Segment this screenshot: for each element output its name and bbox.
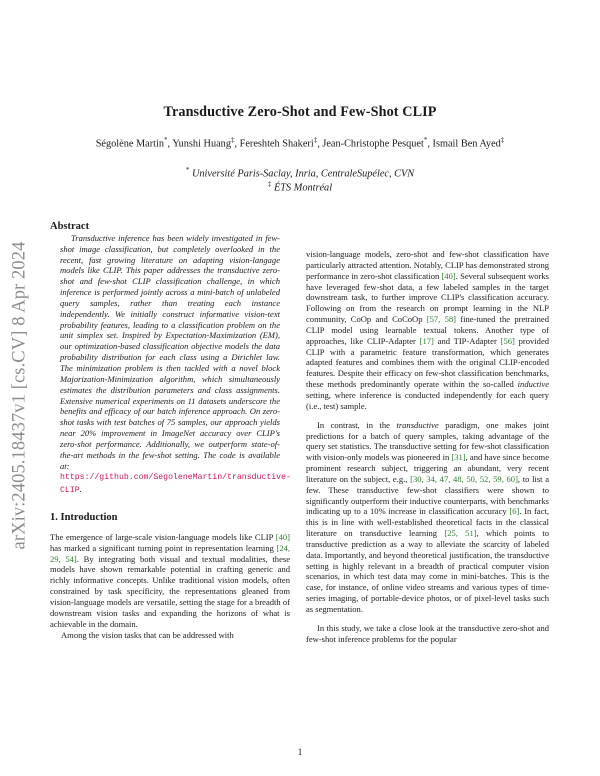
intro-paragraph: Among the vision tasks that can be addressed with: [61, 629, 234, 640]
abstract-text: Transductive inference has been widely investigated in few-shot image classification, but completely overlooked in the recent, fast growing literature on adapting vision-langage models like CLIP. This paper addresses the transductive zero-shot and few-shot CLIP classification challenge, in which inference is performed jointly across a mini-batch of unlabeled query samples, rather than treating each instance independently. We initially construct informative vision-text probability features, leading to a classification problem on the unit simplex set. Inspired by Expectation-Maximization (EM), our optimization-based classification objective models the data probability distribution for each class using a Dirichlet law. The minimization problem is then tackled with a novel block Majorization-Minimization algorithm, which simultaneously estimates the distribution parameters and class assignments. Extensive numerical experiments on 11 datasets underscore the benefits and efficacy of our batch inference approach. On zero-shot tasks with test batches of 75 samples, our approach yields near 20% improvement in ImageNet accuracy over CLIP's zero-shot performance. Additionally, we outperform state-of-the-art methods in the few-shot setting. The code is available at:: [60, 232, 280, 471]
right-column: [306, 249, 549, 645]
body-text: , to list a few. These transductive few-shot classifiers were shown to significantly outperform their inductive counterparts, with benchmarks indicating up to a 10% increase in classification accuracy: [306, 473, 550, 517]
citation-link[interactable]: [25, 51]: [444, 528, 477, 539]
body-text: setting, where inference is conducted independently for each query (i.e., test) sample.: [306, 389, 549, 411]
citation-link[interactable]: [40]: [441, 270, 456, 281]
section-heading-introduction: 1. Introduction: [50, 512, 118, 524]
author-mark: *: [164, 136, 168, 144]
intro-text: has marked a significant turning point in representation learning: [50, 542, 274, 553]
affiliation-text: ÉTS Montréal: [274, 182, 333, 194]
author-list: Ségolène Martin*, Yunshi Huang‡, Fereshteh Shakeri‡, Jean-Christophe Pesquet*, Ismail Ben Ayed‡: [95, 136, 505, 150]
author-mark: ‡: [230, 136, 235, 144]
body-text: paradigm, one makes joint predictions for a batch of query samples, taking advantage of the query set statistics. The transductive setting for few-shot classification with vision-only models was pioneered in: [306, 419, 550, 463]
citation-link[interactable]: [24, 29, 54]: [50, 542, 290, 564]
body-paragraph: [306, 420, 549, 615]
citation-link[interactable]: [57, 58]: [426, 314, 456, 325]
body-paragraph: In this study, we take a close look at the transductive zero-shot and few-shot inference problems for the popular: [306, 622, 549, 644]
citation-link[interactable]: [56]: [500, 335, 515, 346]
affiliation-line: [0, 180, 600, 193]
affiliation-mark: *: [185, 166, 190, 174]
author-name: Fereshteh Shakeri: [239, 138, 314, 150]
citation-link[interactable]: [17]: [419, 335, 434, 346]
code-link[interactable]: https://github.com/SegoleneMartin/transductive-CLIP: [60, 473, 291, 496]
citation-link[interactable]: [6]: [509, 506, 520, 517]
affiliation-line: [0, 166, 600, 179]
abstract-body: [60, 232, 291, 497]
body-text: , which points to transductive prediction as a way to alleviate the scarcity of labeled data. Importantly, and beyond theoretical justification, the transductive setting is highly relevant in a breadth of practical computer vision scenarios, in which test data may come in mini-batches. This is the case, for instance, of online video streams and various types of time-series imaging, of portable-device photos, or of pixel-level tasks such as segmentation.: [306, 528, 550, 614]
arxiv-identifier-stamp: [6, 215, 34, 575]
body-text: and TIP-Adapter: [437, 335, 497, 346]
affiliation-text: Université Paris-Saclay, Inria, CentraleSupélec, CVN: [191, 168, 415, 180]
citation-link[interactable]: [31]: [451, 452, 466, 463]
body-text: provided CLIP with a parametric feature transformation, which generates adapted features and combines them with the original CLIP-encoded features. Despite their efficacy on few-shot classification benchmarks, these methods predominantly operate within the so-called: [306, 335, 550, 390]
body-paragraph: [306, 249, 549, 412]
author-name: Jean-Christophe Pesquet: [322, 138, 424, 150]
author-name: Yunshi Huang: [172, 138, 231, 150]
body-text: . Several subsequent works have leveraged few-shot data, a few labeled samples in the target downstream task, to further improve CLIP's classification accuracy. Following on from the research on prompt learning in the NLP community, CoOp and CoCoOp: [306, 270, 549, 325]
body-text: In contrast, in the: [317, 419, 390, 430]
emphasis-text: inductive: [517, 379, 549, 390]
paper-title: Transductive Zero-Shot and Few-Shot CLIP: [163, 104, 437, 120]
left-column: [50, 222, 290, 640]
intro-text: . By integrating both visual and textual modalities, these models have shown remarkable potential in crafting generic and richly informative concepts. Unlike traditional vision models, often constrained by task specificity, the representations gleaned from vision-language models are versatile, setting the stage for a breadth of downstream vision tasks and expanding the horizons of what is achievable in the domain.: [50, 553, 290, 629]
arxiv-id-text: arXiv:2405.18437v1 [cs.CV] 8 Apr 2024: [9, 241, 30, 549]
body-text: vision-language models, zero-shot and few-shot classification have particularly attracted attention. Notably, CLIP has demonstrated strong performance in zero-shot classification: [306, 249, 549, 281]
author-mark: ‡: [500, 136, 505, 144]
body-text: fine-tuned the pretrained CLIP model using learnable textual tokens. Another type of approaches, like CLIP-Adapter: [306, 314, 549, 346]
author-mark: *: [423, 136, 428, 144]
abstract-end: .: [79, 484, 82, 495]
author-name: Ismail Ben Ayed: [432, 138, 501, 150]
body-text: . In fact, this is in line with well-established theoretical facts in the classical literature on transductive learning: [306, 506, 549, 539]
citation-link[interactable]: [30, 34, 47, 48, 50, 52, 59, 60]: [410, 473, 518, 484]
author-name: Ségolène Martin: [95, 138, 165, 150]
intro-text: The emergence of large-scale vision-language models like CLIP: [50, 531, 274, 542]
affiliation-mark: ‡: [267, 180, 272, 188]
abstract-heading: Abstract: [50, 221, 90, 232]
emphasis-text: transductive: [396, 419, 439, 430]
citation-link[interactable]: [40]: [275, 531, 290, 542]
page-number: 1: [297, 748, 303, 758]
body-text: , and have since become prominent research subject, triggering an abundant, very recent literature on the subject, e.g.,: [306, 452, 550, 484]
intro-paragraph: [50, 532, 290, 630]
author-mark: ‡: [313, 136, 318, 144]
